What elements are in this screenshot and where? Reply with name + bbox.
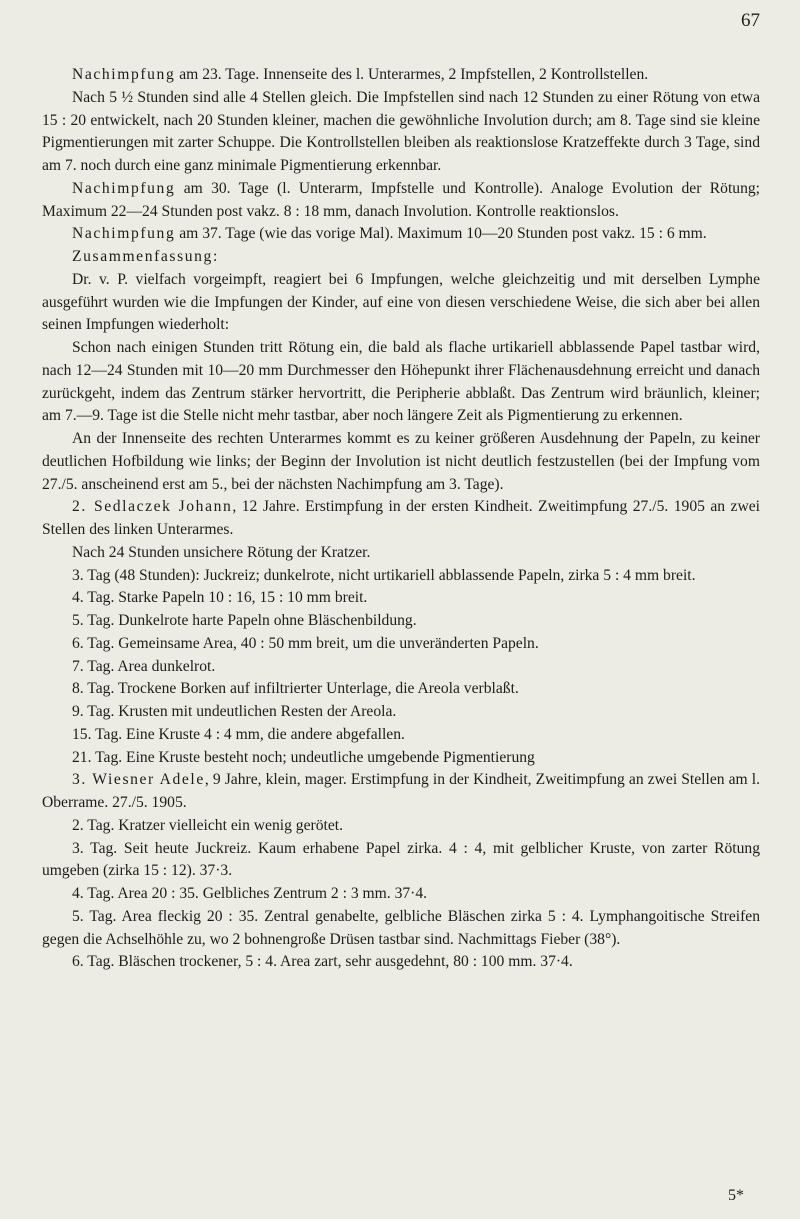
paragraph-text: , 9 Jahre, klein, mager. Erstimpfung in der Kindheit, Zweitimpfung an zwei Stellen am l. Oberrame. 27./5. 1905. (42, 771, 760, 811)
paragraph-lead: Zusammenfassung (72, 248, 213, 265)
paragraph (42, 610, 760, 633)
paragraph (42, 542, 760, 565)
paragraph (42, 747, 760, 770)
paragraph-text: 6. Tag. Bläschen trockener, 5 : 4. Area zart, sehr ausgedehnt, 80 : 100 mm. 37·4. (72, 953, 573, 971)
paragraph-text: 8. Tag. Trockene Borken auf infiltrierter Unterlage, die Areola verblaßt. (72, 680, 519, 698)
paragraph (42, 769, 760, 815)
paragraph-lead: 2. Sedlaczek Johann (72, 498, 233, 516)
paragraph-text: An der Innenseite des rechten Unterarmes kommt es zu keiner größeren Ausdehnung der Papeln, zu keiner deutlichen Hofbildung wie links; der Beginn der Involution ist nicht deutlich festzustellen (bei der Impfung vom 27./5. anscheinend erst am 5., bei der nächsten Nachimpfung am 3. Tage). (42, 430, 760, 493)
paragraph (42, 633, 760, 656)
paragraph-text: 5. Tag. Area fleckig 20 : 35. Zentral genabelte, gelbliche Bläschen zirka 5 : 4. Lymphangoitische Streifen gegen die Achselhöhle zu, wo 2 bohnengroße Drüsen tastbar sind. Nachmittags Fieber (38°). (42, 907, 760, 948)
paragraph (42, 701, 760, 724)
paragraph-text: 4. Tag. Starke Papeln 10 : 16, 15 : 10 mm breit. (72, 589, 368, 607)
paragraph-text: 5. Tag. Dunkelrote harte Papeln ohne Bläschenbildung. (72, 612, 417, 629)
paragraph (42, 269, 760, 337)
paragraph (42, 838, 760, 884)
paragraph (42, 64, 760, 87)
paragraph-text: am 37. Tage (wie das vorige Mal). Maximum 10—20 Stunden post vakz. 15 : 6 mm. (175, 225, 707, 243)
paragraph (42, 906, 760, 952)
paragraph-text: am 23. Tage. Innenseite des l. Unterarmes, 2 Impfstellen, 2 Kontrollstellen. (175, 66, 649, 83)
paragraph-lead: Nachimpfung (72, 225, 176, 243)
paragraph-text: Nach 5 ½ Stunden sind alle 4 Stellen gleich. Die Impfstellen sind nach 12 Stunden zu einer Rötung von etwa 15 : 20 entwickelt, nach 20 Stunden kleiner, machen die gewöhnliche Involution durch; am 8. Tage sind sie kleine Pigmentierungen mit zarter Schuppe. Die Kontrollstellen bleiben als reaktionslose Kratzeffekte durch 3 Tage, sind am 7. noch durch eine ganz minimale Pigmentierung erkennbar. (42, 88, 760, 174)
paragraph (42, 656, 760, 679)
paragraph (42, 178, 760, 224)
paragraph-text: am 30. Tage (l. Unterarm, Impfstelle und Kontrolle). Analoge Evolution der Rötung; Maximum 22—24 Stunden post vakz. 8 : 18 mm, danach Involution. Kontrolle reaktionslos. (42, 179, 760, 220)
signature-mark: 5* (728, 1187, 744, 1204)
paragraph-text: 4. Tag. Area 20 : 35. Gelbliches Zentrum 2 : 3 mm. 37·4. (72, 885, 428, 902)
paragraph-text: 7. Tag. Area dunkelrot. (72, 657, 216, 675)
page-number: 67 (741, 10, 760, 31)
paragraph (42, 223, 760, 246)
paragraph-text: 2. Tag. Kratzer vielleicht ein wenig gerötet. (72, 816, 343, 834)
paragraph (42, 678, 760, 701)
paragraph-text: 3. Tag. Seit heute Juckreiz. Kaum erhabene Papel zirka. 4 : 4, mit gelblicher Kruste, von zarter Rötung umgeben (zirka 15 : 12). 37·3. (42, 839, 760, 880)
paragraph (42, 815, 760, 838)
body-text (42, 64, 760, 974)
paragraph (42, 951, 760, 974)
paragraph (42, 883, 760, 906)
paragraph (42, 496, 760, 542)
paragraph (42, 724, 760, 747)
paragraph (42, 87, 760, 178)
paragraph-text: Dr. v. P. vielfach vorgeimpft, reagiert bei 6 Impfungen, welche gleichzeitig und mit derselben Lymphe ausgeführt wurden wie die Impfungen der Kinder, auf eine von diesen verschiedene Weise, die sich aber bei allen seinen Impfungen wiederholt: (42, 270, 760, 334)
paragraph (42, 565, 760, 588)
paragraph-lead: Nachimpfung (72, 66, 176, 83)
paragraph-lead: Nachimpfung (72, 179, 176, 197)
paragraph (42, 246, 760, 269)
paragraph-text: 21. Tag. Eine Kruste besteht noch; undeutliche umgebende Pigmentierung (72, 748, 535, 766)
paragraph (42, 337, 760, 428)
paragraph-text: 9. Tag. Krusten mit undeutlichen Resten der Areola. (72, 703, 397, 720)
paragraph-text: Schon nach einigen Stunden tritt Rötung ein, die bald als flache urtikariell abblassende Papel tastbar wird, nach 12—24 Stunden mit 10—20 mm Durchmesser den Höhepunkt ihrer Flächenausdehnung erreicht und danach zurückgeht, indem das Zentrum stärker hervortritt, die Peripherie abblaßt. Das Zentrum wird bräunlich, kleiner; am 7.—9. Tage ist die Stelle nicht mehr tastbar, aber noch längere Zeit als Pigmentierung zu erkennen. (42, 339, 760, 425)
paragraph-text: 3. Tag (48 Stunden): Juckreiz; dunkelrote, nicht urtikariell abblassende Papeln, zirka 5 : 4 mm breit. (72, 566, 696, 584)
paragraph (42, 428, 760, 496)
paragraph-text: 15. Tag. Eine Kruste 4 : 4 mm, die andere abgefallen. (72, 725, 405, 743)
paragraph-text: : (212, 248, 218, 265)
paragraph (42, 587, 760, 610)
paragraph-text: 6. Tag. Gemeinsame Area, 40 : 50 mm breit, um die unveränderten Papeln. (72, 634, 539, 652)
paragraph-text: Nach 24 Stunden unsichere Rötung der Kratzer. (72, 543, 371, 561)
paragraph-lead: 3. Wiesner Adele (72, 771, 205, 789)
paragraph-text: , 12 Jahre. Erstimpfung in der ersten Kindheit. Zweitimpfung 27./5. 1905 an zwei Stellen des linken Unterarmes. (42, 498, 760, 538)
